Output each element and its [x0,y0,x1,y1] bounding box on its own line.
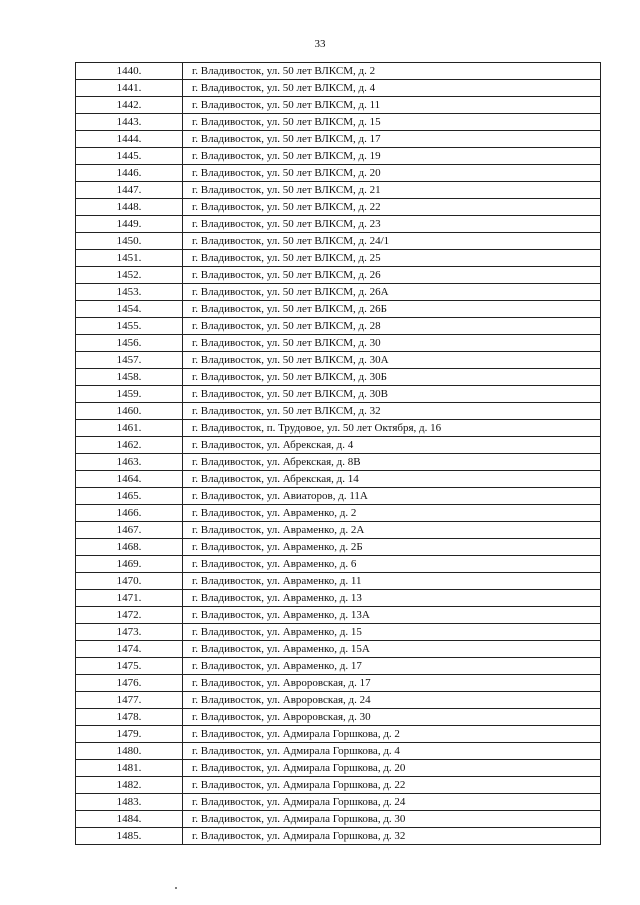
row-number-cell: 1465. [76,488,183,505]
table-row [76,80,601,97]
address-cell: г. Владивосток, ул. Авроровская, д. 17 [183,675,601,692]
address-cell: г. Владивосток, ул. Абрекская, д. 4 [183,437,601,454]
row-number-cell: 1458. [76,369,183,386]
table-row [76,199,601,216]
row-number-cell: 1463. [76,454,183,471]
table-row [76,658,601,675]
address-cell: г. Владивосток, ул. Авраменко, д. 17 [183,658,601,675]
row-number-cell: 1468. [76,539,183,556]
address-cell: г. Владивосток, ул. 50 лет ВЛКСМ, д. 2 [183,63,601,80]
page-number: 33 [314,38,326,50]
row-number-cell: 1451. [76,250,183,267]
address-cell: г. Владивосток, ул. Авраменко, д. 6 [183,556,601,573]
address-cell: г. Владивосток, ул. 50 лет ВЛКСМ, д. 19 [183,148,601,165]
address-cell: г. Владивосток, ул. 50 лет ВЛКСМ, д. 28 [183,318,601,335]
table-row [76,488,601,505]
address-cell: г. Владивосток, ул. Авиаторов, д. 11А [183,488,601,505]
address-cell: г. Владивосток, ул. 50 лет ВЛКСМ, д. 30Б [183,369,601,386]
table-row [76,352,601,369]
row-number-cell: 1485. [76,828,183,845]
row-number-cell: 1442. [76,97,183,114]
row-number-cell: 1447. [76,182,183,199]
row-number-cell: 1460. [76,403,183,420]
row-number-cell: 1472. [76,607,183,624]
table-row [76,233,601,250]
row-number-cell: 1454. [76,301,183,318]
address-cell: г. Владивосток, ул. 50 лет ВЛКСМ, д. 24/1 [183,233,601,250]
address-cell: г. Владивосток, ул. Авроровская, д. 24 [183,692,601,709]
table-row [76,114,601,131]
address-cell: г. Владивосток, ул. 50 лет ВЛКСМ, д. 25 [183,250,601,267]
table-row [76,182,601,199]
address-cell: г. Владивосток, ул. Адмирала Горшкова, д. 20 [183,760,601,777]
row-number-cell: 1481. [76,760,183,777]
table-row [76,471,601,488]
address-cell: г. Владивосток, ул. 50 лет ВЛКСМ, д. 23 [183,216,601,233]
row-number-cell: 1464. [76,471,183,488]
row-number-cell: 1466. [76,505,183,522]
row-number-cell: 1444. [76,131,183,148]
row-number-cell: 1480. [76,743,183,760]
address-cell: г. Владивосток, ул. Адмирала Горшкова, д. 2 [183,726,601,743]
address-cell: г. Владивосток, ул. 50 лет ВЛКСМ, д. 30А [183,352,601,369]
table-row [76,97,601,114]
table-row [76,539,601,556]
address-cell: г. Владивосток, ул. 50 лет ВЛКСМ, д. 30В [183,386,601,403]
address-cell: г. Владивосток, ул. Адмирала Горшкова, д. 4 [183,743,601,760]
address-cell: г. Владивосток, ул. 50 лет ВЛКСМ, д. 21 [183,182,601,199]
table-row [76,318,601,335]
address-cell: г. Владивосток, ул. 50 лет ВЛКСМ, д. 11 [183,97,601,114]
scan-speck [175,887,177,889]
row-number-cell: 1459. [76,386,183,403]
table-row [76,692,601,709]
address-cell: г. Владивосток, ул. 50 лет ВЛКСМ, д. 26А [183,284,601,301]
address-table-body [76,63,601,845]
table-row [76,301,601,318]
table-row [76,726,601,743]
address-cell: г. Владивосток, ул. 50 лет ВЛКСМ, д. 20 [183,165,601,182]
table-row [76,216,601,233]
row-number-cell: 1456. [76,335,183,352]
row-number-cell: 1482. [76,777,183,794]
row-number-cell: 1467. [76,522,183,539]
table-row [76,709,601,726]
table-row [76,250,601,267]
row-number-cell: 1478. [76,709,183,726]
row-number-cell: 1446. [76,165,183,182]
row-number-cell: 1450. [76,233,183,250]
address-cell: г. Владивосток, ул. Адмирала Горшкова, д. 22 [183,777,601,794]
table-row [76,522,601,539]
table-row [76,284,601,301]
table-row [76,403,601,420]
table-row [76,335,601,352]
address-cell: г. Владивосток, ул. Авраменко, д. 2 [183,505,601,522]
row-number-cell: 1474. [76,641,183,658]
row-number-cell: 1453. [76,284,183,301]
row-number-cell: 1445. [76,148,183,165]
table-row [76,760,601,777]
table-row [76,505,601,522]
row-number-cell: 1470. [76,573,183,590]
address-cell: г. Владивосток, п. Трудовое, ул. 50 лет Октября, д. 16 [183,420,601,437]
address-cell: г. Владивосток, ул. 50 лет ВЛКСМ, д. 17 [183,131,601,148]
address-cell: г. Владивосток, ул. Адмирала Горшкова, д. 24 [183,794,601,811]
row-number-cell: 1471. [76,590,183,607]
address-cell: г. Владивосток, ул. Абрекская, д. 8В [183,454,601,471]
row-number-cell: 1457. [76,352,183,369]
address-cell: г. Владивосток, ул. 50 лет ВЛКСМ, д. 4 [183,80,601,97]
table-row [76,420,601,437]
row-number-cell: 1441. [76,80,183,97]
row-number-cell: 1469. [76,556,183,573]
table-row [76,777,601,794]
address-cell: г. Владивосток, ул. 50 лет ВЛКСМ, д. 32 [183,403,601,420]
table-row [76,675,601,692]
row-number-cell: 1479. [76,726,183,743]
address-cell: г. Владивосток, ул. Авраменко, д. 15 [183,624,601,641]
address-cell: г. Владивосток, ул. 50 лет ВЛКСМ, д. 15 [183,114,601,131]
address-cell: г. Владивосток, ул. 50 лет ВЛКСМ, д. 26 [183,267,601,284]
address-cell: г. Владивосток, ул. Абрекская, д. 14 [183,471,601,488]
table-row [76,794,601,811]
table-row [76,63,601,80]
address-cell: г. Владивосток, ул. Авраменко, д. 13А [183,607,601,624]
address-cell: г. Владивосток, ул. Авраменко, д. 2Б [183,539,601,556]
row-number-cell: 1473. [76,624,183,641]
table-row [76,828,601,845]
row-number-cell: 1440. [76,63,183,80]
address-cell: г. Владивосток, ул. Авраменко, д. 11 [183,573,601,590]
table-row [76,267,601,284]
table-row [76,148,601,165]
address-cell: г. Владивосток, ул. Авраменко, д. 15А [183,641,601,658]
row-number-cell: 1443. [76,114,183,131]
address-cell: г. Владивосток, ул. Авраменко, д. 13 [183,590,601,607]
row-number-cell: 1484. [76,811,183,828]
table-row [76,165,601,182]
table-row [76,624,601,641]
table-row [76,454,601,471]
row-number-cell: 1448. [76,199,183,216]
row-number-cell: 1452. [76,267,183,284]
address-cell: г. Владивосток, ул. Авраменко, д. 2А [183,522,601,539]
address-cell: г. Владивосток, ул. 50 лет ВЛКСМ, д. 26Б [183,301,601,318]
table-row [76,437,601,454]
table-row [76,369,601,386]
address-table [75,62,601,845]
row-number-cell: 1476. [76,675,183,692]
address-cell: г. Владивосток, ул. 50 лет ВЛКСМ, д. 30 [183,335,601,352]
address-cell: г. Владивосток, ул. Адмирала Горшкова, д. 32 [183,828,601,845]
table-row [76,556,601,573]
row-number-cell: 1462. [76,437,183,454]
table-row [76,386,601,403]
table-row [76,590,601,607]
row-number-cell: 1461. [76,420,183,437]
address-cell: г. Владивосток, ул. Адмирала Горшкова, д. 30 [183,811,601,828]
row-number-cell: 1483. [76,794,183,811]
address-cell: г. Владивосток, ул. 50 лет ВЛКСМ, д. 22 [183,199,601,216]
row-number-cell: 1449. [76,216,183,233]
row-number-cell: 1477. [76,692,183,709]
row-number-cell: 1455. [76,318,183,335]
address-cell: г. Владивосток, ул. Авроровская, д. 30 [183,709,601,726]
table-row [76,607,601,624]
table-row [76,641,601,658]
table-row [76,743,601,760]
table-row [76,573,601,590]
table-row [76,811,601,828]
table-row [76,131,601,148]
row-number-cell: 1475. [76,658,183,675]
